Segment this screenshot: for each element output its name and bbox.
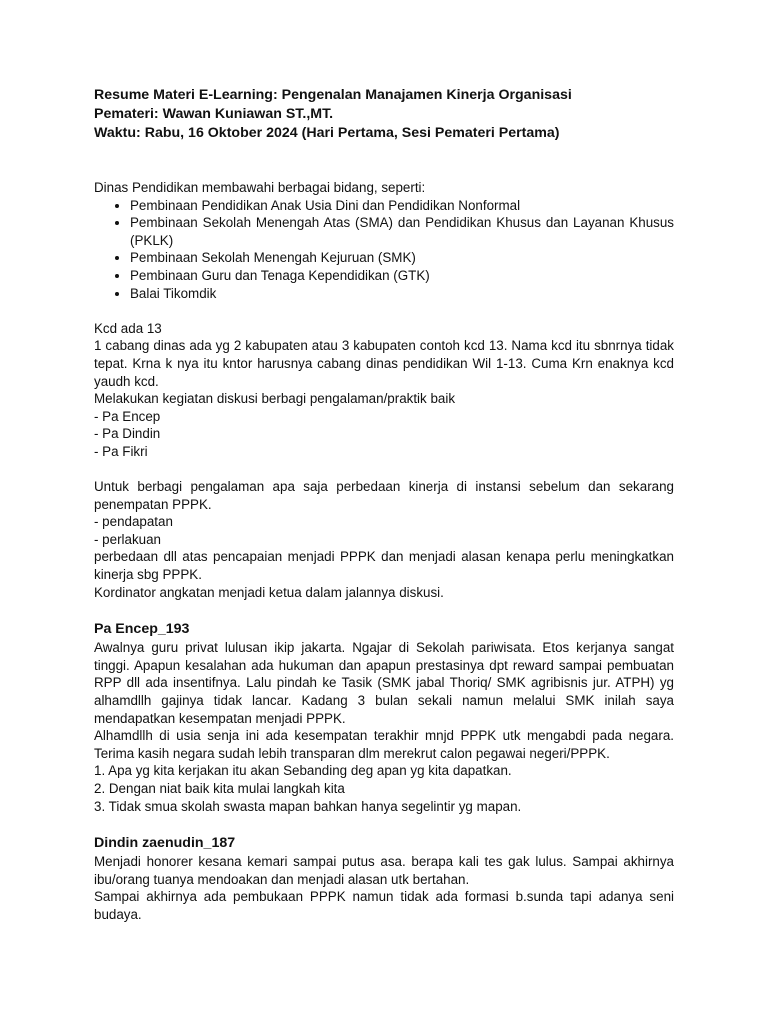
list-item: 3. Tidak smua skolah swasta mapan bahkan hanya segelintir yg mapan. [94,798,522,814]
discussion-paragraph: Untuk berbagi pengalaman apa saja perbedaan kinerja di instansi sebelum dan sekarang penempatan PPPK. [94,479,674,512]
list-item: - Pa Dindin [94,426,161,442]
list-item: 2. Dengan niat baik kita mulai langkah kita [94,781,345,796]
encep-paragraph-1: Awalnya guru privat lulusan ikip jakarta. Ngajar di Sekolah pariwisata. Etos kerjanya sangat tinggi. Apapun kesalahan ada hukuman dan apapun prestasinya dpt reward sampai pembuatan RPP dll ada insentifnya. Lalu pindah ke Tasik (SMK jabal Thoriq/ SMK agribisnis jur. ATPH) yg alhamdllh gajinya tidak lancar. Kadang 3 bulan sekali namun melalui SMK inilah saya mendapatkan kesempatan menjadi PPPK. [94,640,674,726]
time-line: Waktu: Rabu, 16 Oktober 2024 (Hari Pertama, Sesi Pemateri Pertama) [94,125,560,141]
list-item: • Pembinaan Guru dan Tenaga Kependidikan (GTK) [130,267,674,285]
list-item: - perlakuan [94,531,161,547]
list-item: - Pa Encep [94,408,161,424]
discussion-paragraph-3: Kordinator angkatan menjadi ketua dalam jalannya diskusi. [94,584,444,600]
list-item: - Pa Fikri [94,443,148,459]
discussion-items [94,513,674,548]
list-item: • Balai Tikomdik [130,285,674,303]
discussion-paragraph-2: perbedaan dll atas pencapaian menjadi PPPK dan menjadi alasan kenapa perlu meningkatkan kinerja sbg PPPK. [94,549,674,583]
activity-line: Melakukan kegiatan diskusi berbagi pengalaman/praktik baik [94,391,456,407]
speaker-line: Pemateri: Wawan Kuniawan ST.,MT. [94,106,334,122]
list-item: • Pembinaan Sekolah Menengah Kejuruan (SMK) [130,249,674,267]
encep-points [94,762,674,815]
list-item: • Pembinaan Sekolah Menengah Atas (SMA) dan Pendidikan Khusus dan Layanan Khusus (PKLK) [130,214,674,249]
section-heading-dindin: Dindin zaenudin_187 [94,835,236,852]
list-item: • Pembinaan Pendidikan Anak Usia Dini dan Pendidikan Nonformal [130,197,674,215]
section-heading-encep: Pa Encep_193 [94,621,190,638]
division-list [94,197,674,303]
dindin-paragraph-2: Sampai akhirnya ada pembukaan PPPK namun tidak ada formasi b.sunda tapi adanya seni budaya. [94,889,674,922]
list-item: - pendapatan [94,514,173,530]
encep-paragraph-2: Alhamdllh di usia senja ini ada kesempatan terakhir mnjd PPPK utk mengabdi pada negara. Terima kasih negara sudah lebih transparan dlm merekrut calon pegawai negeri/PPPK. [94,728,674,761]
list-item: 1. Apa yg kita kerjakan itu akan Sebanding deg apan yg kita dapatkan. [94,763,512,779]
dindin-paragraph-1: Menjadi honorer kesana kemari sampai putus asa. berapa kali tes gak lulus. Sampai akhirnya ibu/orang tuanya mendoakan dan menjadi alasan utk bertahan. [94,854,674,887]
participant-list [94,408,674,461]
intro-lead: Dinas Pendidikan membawahi berbagai bidang, seperti: [94,180,426,195]
document-title: Resume Materi E-Learning: Pengenalan Manajamen Kinerja Organisasi [94,87,572,103]
kcd-paragraph: 1 cabang dinas ada yg 2 kabupaten atau 3 kabupaten contoh kcd 13. Nama kcd itu sbnrnya tidak tepat. Krna k nya itu kntor harusnya cabang dinas pendidikan Wil 1-13. Cuma Krn enaknya kcd yaudh kcd. [94,338,674,389]
document-header [94,86,674,143]
kcd-count: Kcd ada 13 [94,320,162,336]
